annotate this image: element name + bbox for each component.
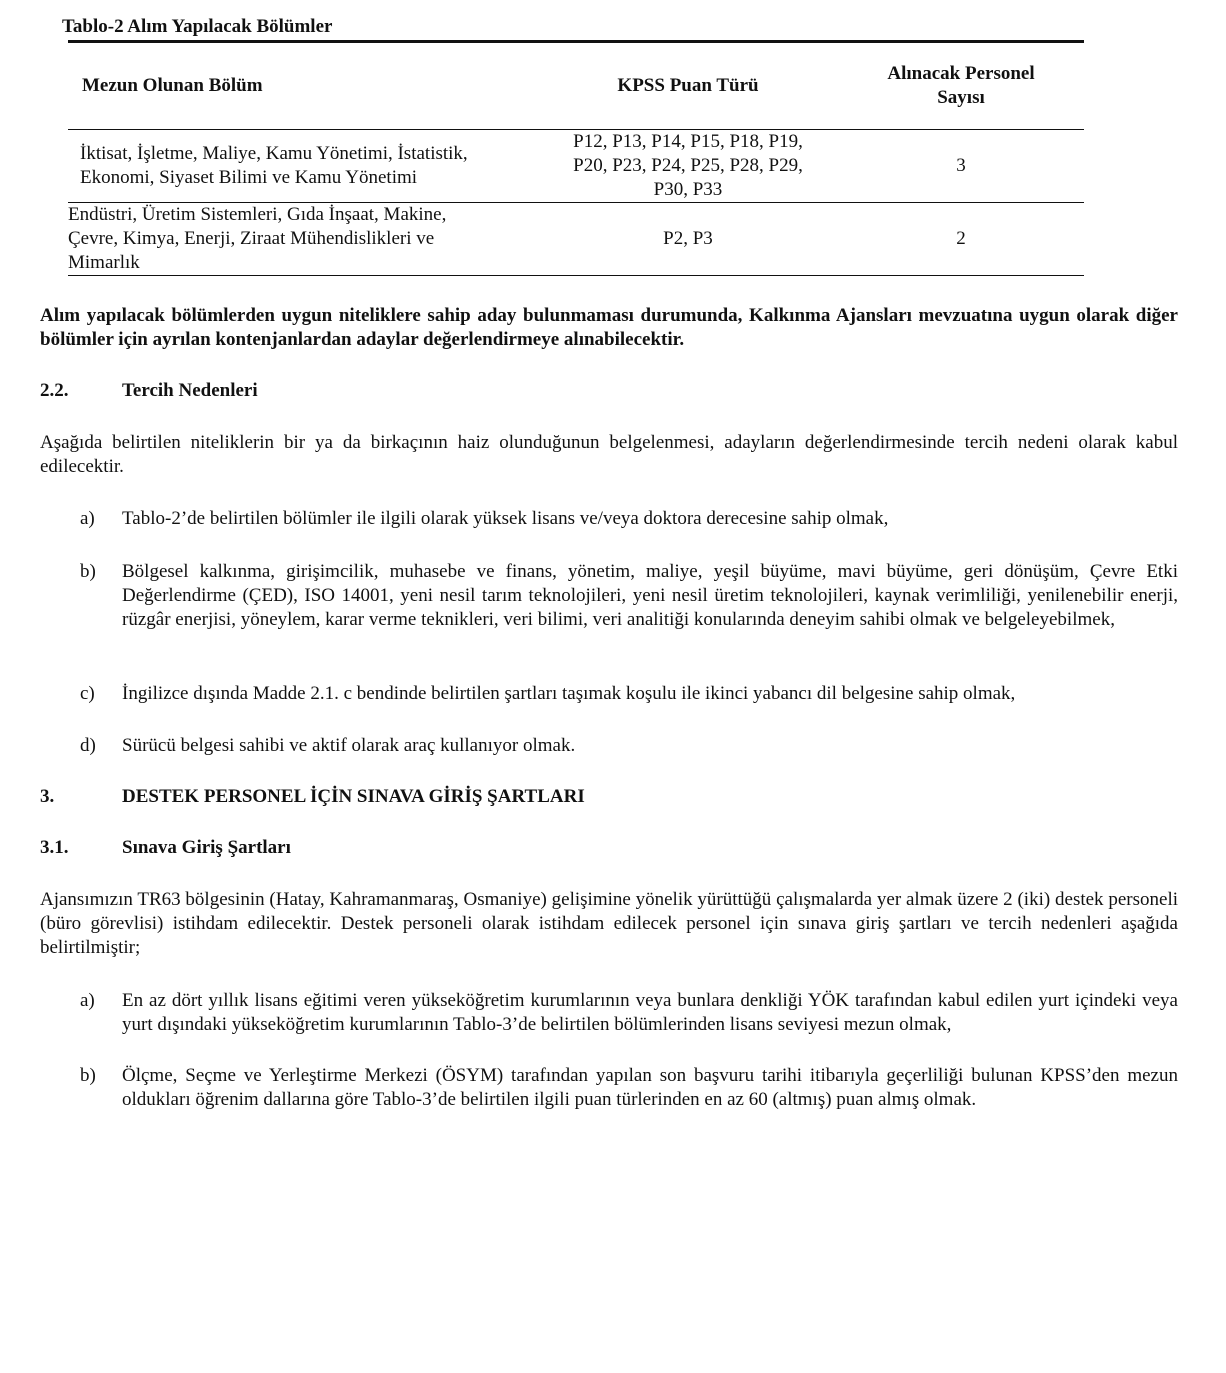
list-text: En az dört yıllık lisans eğitimi veren yükseköğretim kurumlarının veya bunlara denkliği YÖK tarafından kabul edilen yurt içindeki veya yurt dışındaki yükseköğretim kurumlarının Tablo-3’de belirtilen bölümlerinden lisans seviyesi mezun olmak, [122,990,1178,1035]
row-kpss: P2, P3 [538,203,838,276]
list-marker: a) [80,508,95,529]
list-marker: a) [80,990,95,1011]
section-heading-3-1 [40,837,291,859]
list-text: Ölçme, Seçme ve Yerleştirme Merkezi (ÖSYM) tarafından yapılan son başvuru tarihi itibarıyla geçerliliği bulunan KPSS’den mezun oldukları öğrenim dallarına göre Tablo-3’de belirtilen ilgili puan türlerinden en az 60 (altmış) puan almış olmak. [122,1065,1178,1110]
section-number: 3. [40,786,55,807]
section-3-1-intro: Ajansımızın TR63 bölgesinin (Hatay, Kahramanmaraş, Osmaniye) gelişimine yönelik yürüttüğü çalışmalarda yer almak üzere 2 (iki) destek personeli (büro görevlisi) istihdam edilecektir. Destek personeli olarak istihdam edilecek personel için sınava giriş şartları ve tercih nedenleri aşağıda belirtilmiştir; [40,889,1178,958]
section-title: Sınava Giriş Şartları [122,837,291,858]
header-personnel-count [838,42,1084,130]
row-kpss: P12, P13, P14, P15, P18, P19, P20, P23, P24, P25, P28, P29, P30, P33 [538,130,838,203]
section-title: Tercih Nedenleri [122,380,258,401]
list-item [80,560,1178,632]
department-table [68,40,1084,276]
header-personnel-line1: Alınacak Personel [887,63,1035,84]
list-item [80,989,1178,1037]
section-heading-2-2 [40,380,258,402]
row-count: 2 [838,203,1084,276]
section-number: 2.2. [40,380,69,401]
section-2-2-intro: Aşağıda belirtilen niteliklerin bir ya da birkaçının haiz olunduğunun belgelenmesi, adayların değerlendirmesinde tercih nedeni olarak kabul edilecektir. [40,432,1178,477]
table-caption: Tablo-2 Alım Yapılacak Bölümler [62,16,333,37]
section-title: DESTEK PERSONEL İÇİN SINAVA GİRİŞ ŞARTLARI [122,786,585,807]
list-marker: b) [80,561,96,582]
list-text: Tablo-2’de belirtilen bölümler ile ilgili olarak yüksek lisans ve/veya doktora derecesine sahip olmak, [122,508,889,529]
header-personnel-line2: Sayısı [937,87,985,108]
header-department: Mezun Olunan Bölüm [68,42,538,130]
header-kpss-type: KPSS Puan Türü [538,42,838,130]
list-marker: b) [80,1065,96,1086]
row-count: 3 [838,130,1084,203]
list-text: İngilizce dışında Madde 2.1. c bendinde belirtilen şartları taşımak koşulu ile ikinci yabancı dil belgesine sahip olmak, [122,683,1016,704]
section-heading-3 [40,786,585,808]
list-text: Bölgesel kalkınma, girişimcilik, muhasebe ve finans, yönetim, maliye, yeşil büyüme, mavi büyüme, geri dönüşüm, Çevre Etki Değerlendirme (ÇED), ISO 14001, yeni nesil tarım teknolojileri, yeni nesil üretim teknolojileri, kaynak verimliliği, yenilenebilir enerji, rüzgâr enerjisi, yöneylem, karar verme teknikleri, veri bilimi, veri analitiği konularında deneyim sahibi olmak ve belgeleyebilmek, [122,561,1178,630]
list-text: Sürücü belgesi sahibi ve aktif olarak araç kullanıyor olmak. [122,735,576,756]
list-item [80,1064,1178,1112]
list-item [80,507,1178,531]
table-header-row [68,42,1084,130]
list-marker: c) [80,683,95,704]
table-row [68,203,1084,276]
list-marker: d) [80,735,96,756]
list-item [80,734,1178,758]
row-department: Endüstri, Üretim Sistemleri, Gıda İnşaat, Makine, Çevre, Kimya, Enerji, Ziraat Mühendislikleri ve Mimarlık [68,203,538,276]
table-note: Alım yapılacak bölümlerden uygun niteliklere sahip aday bulunmaması durumunda, Kalkınma Ajansları mevzuatına uygun olarak diğer bölümler için ayrılan kontenjanlardan adaylar değerlendirmeye alınabilecektir. [40,305,1178,350]
section-number: 3.1. [40,837,69,858]
row-department: İktisat, İşletme, Maliye, Kamu Yönetimi, İstatistik, Ekonomi, Siyaset Bilimi ve Kamu Yönetimi [68,130,538,203]
table-row [68,130,1084,203]
list-item [80,682,1178,706]
